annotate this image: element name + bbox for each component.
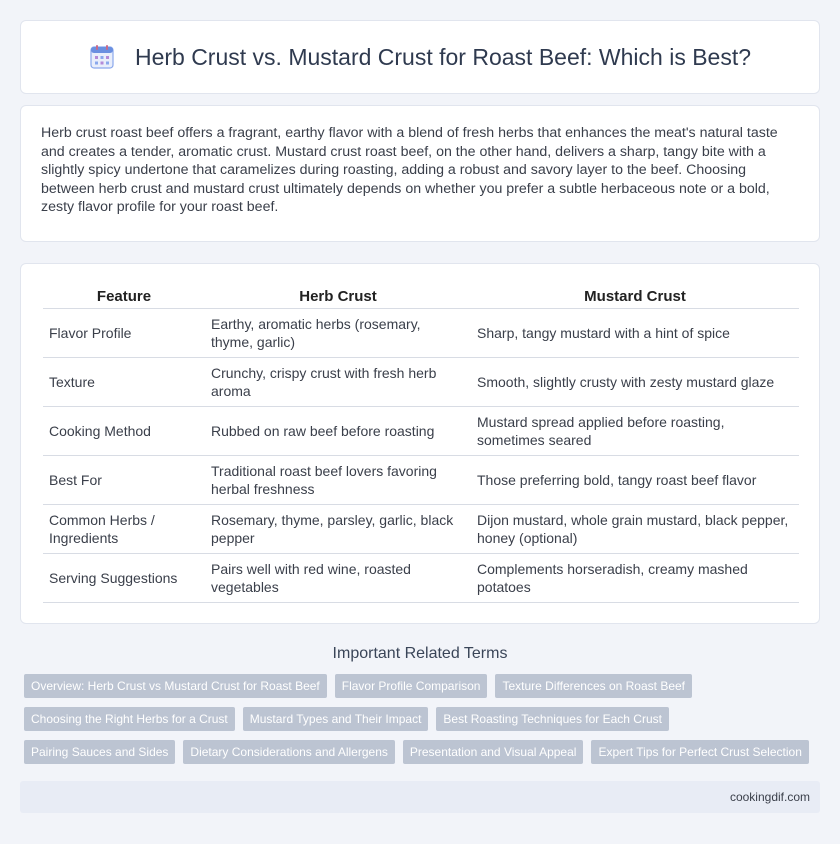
- table-cell: Flavor Profile: [43, 308, 205, 357]
- table-row: [43, 455, 799, 504]
- table-row: [43, 504, 799, 553]
- table-cell: Cooking Method: [43, 406, 205, 455]
- table-cell: Serving Suggestions: [43, 553, 205, 602]
- table-cell: Mustard spread applied before roasting, sometimes seared: [471, 406, 799, 455]
- table-cell: Earthy, aromatic herbs (rosemary, thyme, garlic): [205, 308, 471, 357]
- footer: [20, 781, 820, 813]
- tag-dietary[interactable]: Dietary Considerations and Allergens: [183, 740, 394, 764]
- table-header-row: [43, 282, 799, 308]
- table-cell: Texture: [43, 357, 205, 406]
- table-row: [43, 308, 799, 357]
- table-cell: Smooth, slightly crusty with zesty mustard glaze: [471, 357, 799, 406]
- footer-site[interactable]: cookingdif.com: [729, 790, 810, 804]
- table-cell: Rosemary, thyme, parsley, garlic, black pepper: [205, 504, 471, 553]
- table-cell: Sharp, tangy mustard with a hint of spice: [471, 308, 799, 357]
- table-cell: Dijon mustard, whole grain mustard, black pepper, honey (optional): [471, 504, 799, 553]
- header-mustard-crust: Mustard Crust: [471, 282, 799, 308]
- comparison-table-card: [20, 263, 820, 624]
- tag-overview[interactable]: Overview: Herb Crust vs Mustard Crust for Roast Beef: [24, 674, 327, 698]
- title-wrap: [89, 44, 751, 71]
- tag-pairing-sauces[interactable]: Pairing Sauces and Sides: [24, 740, 175, 764]
- tag-roasting-techniques[interactable]: Best Roasting Techniques for Each Crust: [436, 707, 669, 731]
- tag-texture[interactable]: Texture Differences on Roast Beef: [495, 674, 692, 698]
- header-feature: Feature: [43, 282, 205, 308]
- tag-flavor-profile[interactable]: Flavor Profile Comparison: [335, 674, 488, 698]
- tag-expert-tips[interactable]: Expert Tips for Perfect Crust Selection: [591, 740, 808, 764]
- table-cell: Those preferring bold, tangy roast beef flavor: [471, 455, 799, 504]
- related-terms-section: [20, 645, 820, 764]
- header-herb-crust: Herb Crust: [205, 282, 471, 308]
- comparison-table: [43, 282, 799, 603]
- table-cell: Common Herbs / Ingredients: [43, 504, 205, 553]
- table-cell: Best For: [43, 455, 205, 504]
- table-cell: Complements horseradish, creamy mashed potatoes: [471, 553, 799, 602]
- table-row: [43, 357, 799, 406]
- table-row: [43, 553, 799, 602]
- tag-choosing-herbs[interactable]: Choosing the Right Herbs for a Crust: [24, 707, 235, 731]
- page-title: Herb Crust vs. Mustard Crust for Roast Beef: Which is Best?: [134, 43, 752, 70]
- intro-text: Herb crust roast beef offers a fragrant, earthy flavor with a blend of fresh herbs that enhances the meat's natural taste and creates a tender, aromatic crust. Mustard crust roast beef, on the other hand, delivers a sharp, tangy bite with a slightly spicy undertone that caramelizes during roasting, adding a robust and savory layer to the beef. Choosing between herb crust and mustard crust ultimately depends on whether you prefer a subtle herbaceous note or a bold, zesty flavor profile for your roast beef.: [41, 125, 778, 216]
- tag-mustard-types[interactable]: Mustard Types and Their Impact: [243, 707, 429, 731]
- related-terms-title: Important Related Terms: [332, 645, 508, 662]
- table-cell: Traditional roast beef lovers favoring herbal freshness: [205, 455, 471, 504]
- calendar-icon: [89, 44, 115, 70]
- table-row: [43, 406, 799, 455]
- related-tags: [20, 674, 820, 764]
- table-cell: Pairs well with red wine, roasted vegetables: [205, 553, 471, 602]
- table-cell: Rubbed on raw beef before roasting: [205, 406, 471, 455]
- title-card: [20, 20, 820, 94]
- tag-presentation[interactable]: Presentation and Visual Appeal: [403, 740, 584, 764]
- table-cell: Crunchy, crispy crust with fresh herb aroma: [205, 357, 471, 406]
- intro-card: [20, 105, 820, 242]
